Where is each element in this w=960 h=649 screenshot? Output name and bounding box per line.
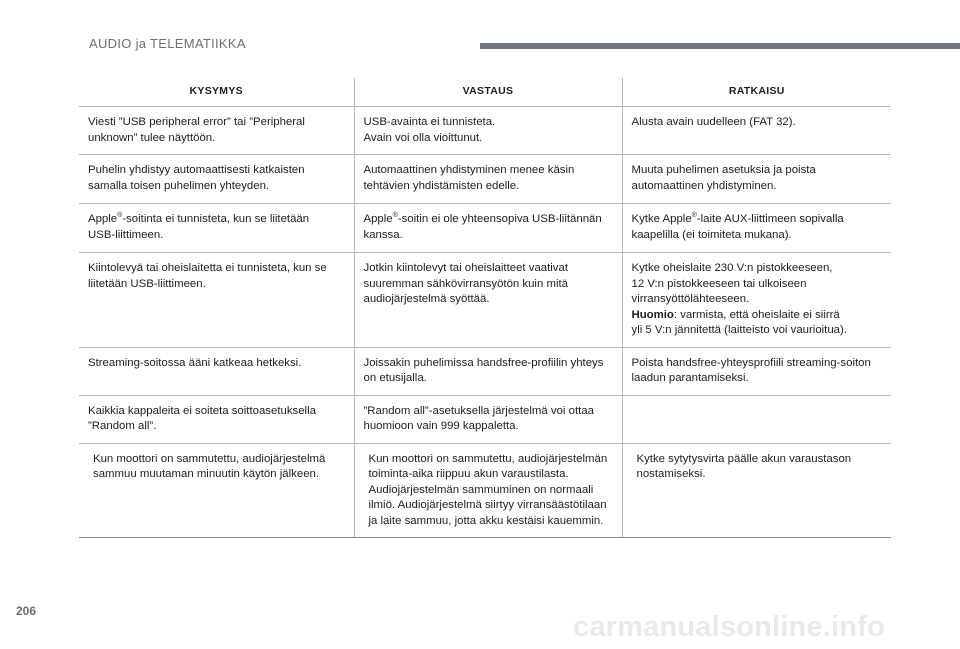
solution-cell xyxy=(622,253,891,348)
answer-cell xyxy=(354,107,622,155)
cell-line: unknown” tulee näyttöön. xyxy=(88,131,216,144)
cell-line: toiminta-aika riippuu akun varaustilasta. xyxy=(368,468,569,480)
solution-cell xyxy=(622,395,891,443)
cell-line: yli 5 V:n jännitettä (laitteisto voi vaurioitua). xyxy=(631,324,847,336)
text-fragment: -soitinta ei tunnisteta, kun se liitetään xyxy=(122,213,310,225)
text-fragment: Apple xyxy=(88,213,118,225)
cell-line: 12 V:n pistokkeeseen tai ulkoiseen xyxy=(631,277,807,290)
table-row xyxy=(79,204,891,253)
cell-line: virransyöttölähteeseen. xyxy=(631,293,750,305)
question-cell xyxy=(79,204,354,253)
cell-line: liitetään USB-liittimeen. xyxy=(88,277,206,290)
note-label: Huomio xyxy=(631,308,674,321)
cell-line: Jotkin kiintolevyt tai oheislaitteet vaativat xyxy=(363,262,569,274)
column-header-question: KYSYMYS xyxy=(79,78,354,107)
table-row xyxy=(79,107,891,155)
watermark: carmanualsonline.info xyxy=(573,611,885,643)
cell-line: Poista handsfree-yhteysprofiili streaming-soiton xyxy=(631,356,871,369)
cell-line: sammuu muutaman minuutin käytön jälkeen. xyxy=(93,468,320,480)
column-header-solution: RATKAISU xyxy=(622,78,891,107)
cell-line: automaattinen yhdistyminen. xyxy=(631,179,777,192)
table-row xyxy=(79,347,891,395)
cell-line: Alusta avain uudelleen (FAT 32). xyxy=(631,116,796,128)
registered-mark: ® xyxy=(691,212,697,220)
header-bar xyxy=(480,43,960,49)
section-title: AUDIO ja TELEMATIIKKA xyxy=(89,36,246,51)
cell-line: audiojärjestelmä syöttää. xyxy=(363,293,490,305)
cell-line: Kun moottori on sammutettu, audiojärjestelmän xyxy=(368,452,608,465)
solution-cell xyxy=(622,347,891,395)
cell-line: ”Random all”-asetuksella järjestelmä voi ottaa xyxy=(363,404,594,417)
cell-line xyxy=(632,308,884,324)
cell-line: samalla toisen puhelimen yhteyden. xyxy=(88,179,270,192)
cell-line: Joissakin puhelimissa handsfree-profiilin yhteys xyxy=(363,356,604,369)
question-cell xyxy=(79,253,354,348)
question-cell xyxy=(79,395,354,443)
cell-line: ”Random all”. xyxy=(88,420,157,432)
table-row xyxy=(79,253,891,348)
solution-cell xyxy=(622,204,891,253)
cell-line: kaapelilla (ei toimiteta mukana). xyxy=(631,228,792,241)
table-row xyxy=(79,443,891,538)
cell-line xyxy=(88,212,346,228)
cell-line: ja laite sammuu, jotta akku kestäisi kauemmin. xyxy=(368,514,604,527)
cell-line: nostamiseksi. xyxy=(636,468,706,480)
cell-line: Audiojärjestelmän sammuminen on normaali xyxy=(368,483,594,496)
registered-mark: ® xyxy=(392,212,398,220)
cell-line: Kytke sytytysvirta päälle akun varaustason xyxy=(636,452,852,465)
cell-line: Avain voi olla vioittunut. xyxy=(363,131,483,144)
text-fragment: -laite AUX-liittimeen sopivalla xyxy=(696,213,844,225)
cell-line: Kun moottori on sammutettu, audiojärjestelmä xyxy=(93,452,326,465)
answer-cell xyxy=(354,347,622,395)
text-fragment: -soitin ei ole yhteensopiva USB-liitännän xyxy=(397,213,602,225)
cell-line: Kytke oheislaite 230 V:n pistokkeeseen, xyxy=(631,262,833,274)
table-header-row xyxy=(79,78,891,107)
cell-line: Muuta puhelimen asetuksia ja poista xyxy=(631,164,816,176)
cell-line: suuremman sähkövirransyötön kuin mitä xyxy=(363,277,568,290)
page-number: 206 xyxy=(16,604,37,618)
text-fragment: Kytke Apple xyxy=(631,213,692,225)
answer-cell xyxy=(354,155,622,204)
question-cell xyxy=(79,347,354,395)
cell-line: huomioon vain 999 kappaletta. xyxy=(363,420,519,432)
table-row xyxy=(79,395,891,443)
troubleshooting-table xyxy=(79,78,891,538)
cell-line: Kaikkia kappaleita ei soiteta soittoasetuksella xyxy=(88,404,316,417)
answer-cell xyxy=(354,443,622,538)
question-cell xyxy=(79,107,354,155)
text-fragment: Apple xyxy=(363,213,393,225)
question-cell xyxy=(79,443,354,538)
answer-cell xyxy=(354,395,622,443)
cell-line: Kiintolevyä tai oheislaitetta ei tunnisteta, kun se xyxy=(88,262,327,274)
cell-line: ilmiö. Audiojärjestelmä siirtyy virransäästötilaan xyxy=(368,499,607,511)
cell-line: USB-avainta ei tunnisteta. xyxy=(363,116,496,128)
cell-line xyxy=(364,212,614,228)
cell-line: USB-liittimeen. xyxy=(88,228,164,241)
answer-cell xyxy=(354,204,622,253)
solution-cell xyxy=(622,443,891,538)
cell-line xyxy=(632,212,884,228)
cell-line: laadun parantamiseksi. xyxy=(631,372,749,384)
solution-cell xyxy=(622,155,891,204)
solution-cell xyxy=(622,107,891,155)
table-row xyxy=(79,155,891,204)
answer-cell xyxy=(354,253,622,348)
cell-line: Automaattinen yhdistyminen menee käsin xyxy=(363,164,575,176)
cell-line: kanssa. xyxy=(363,228,403,241)
cell-line: on etusijalla. xyxy=(363,372,427,384)
cell-line: Puhelin yhdistyy automaattisesti katkaisten xyxy=(88,164,305,176)
cell-line: Streaming-soitossa ääni katkeaa hetkeksi. xyxy=(88,356,302,369)
note-text: : varmista, että oheislaite ei siirrä xyxy=(673,308,840,321)
registered-mark: ® xyxy=(117,212,123,220)
cell-line: tehtävien yhdistämisten edelle. xyxy=(363,179,520,192)
column-header-answer: VASTAUS xyxy=(354,78,622,107)
question-cell xyxy=(79,155,354,204)
cell-line: Viesti ”USB peripheral error” tai ”Peripheral xyxy=(88,116,305,128)
